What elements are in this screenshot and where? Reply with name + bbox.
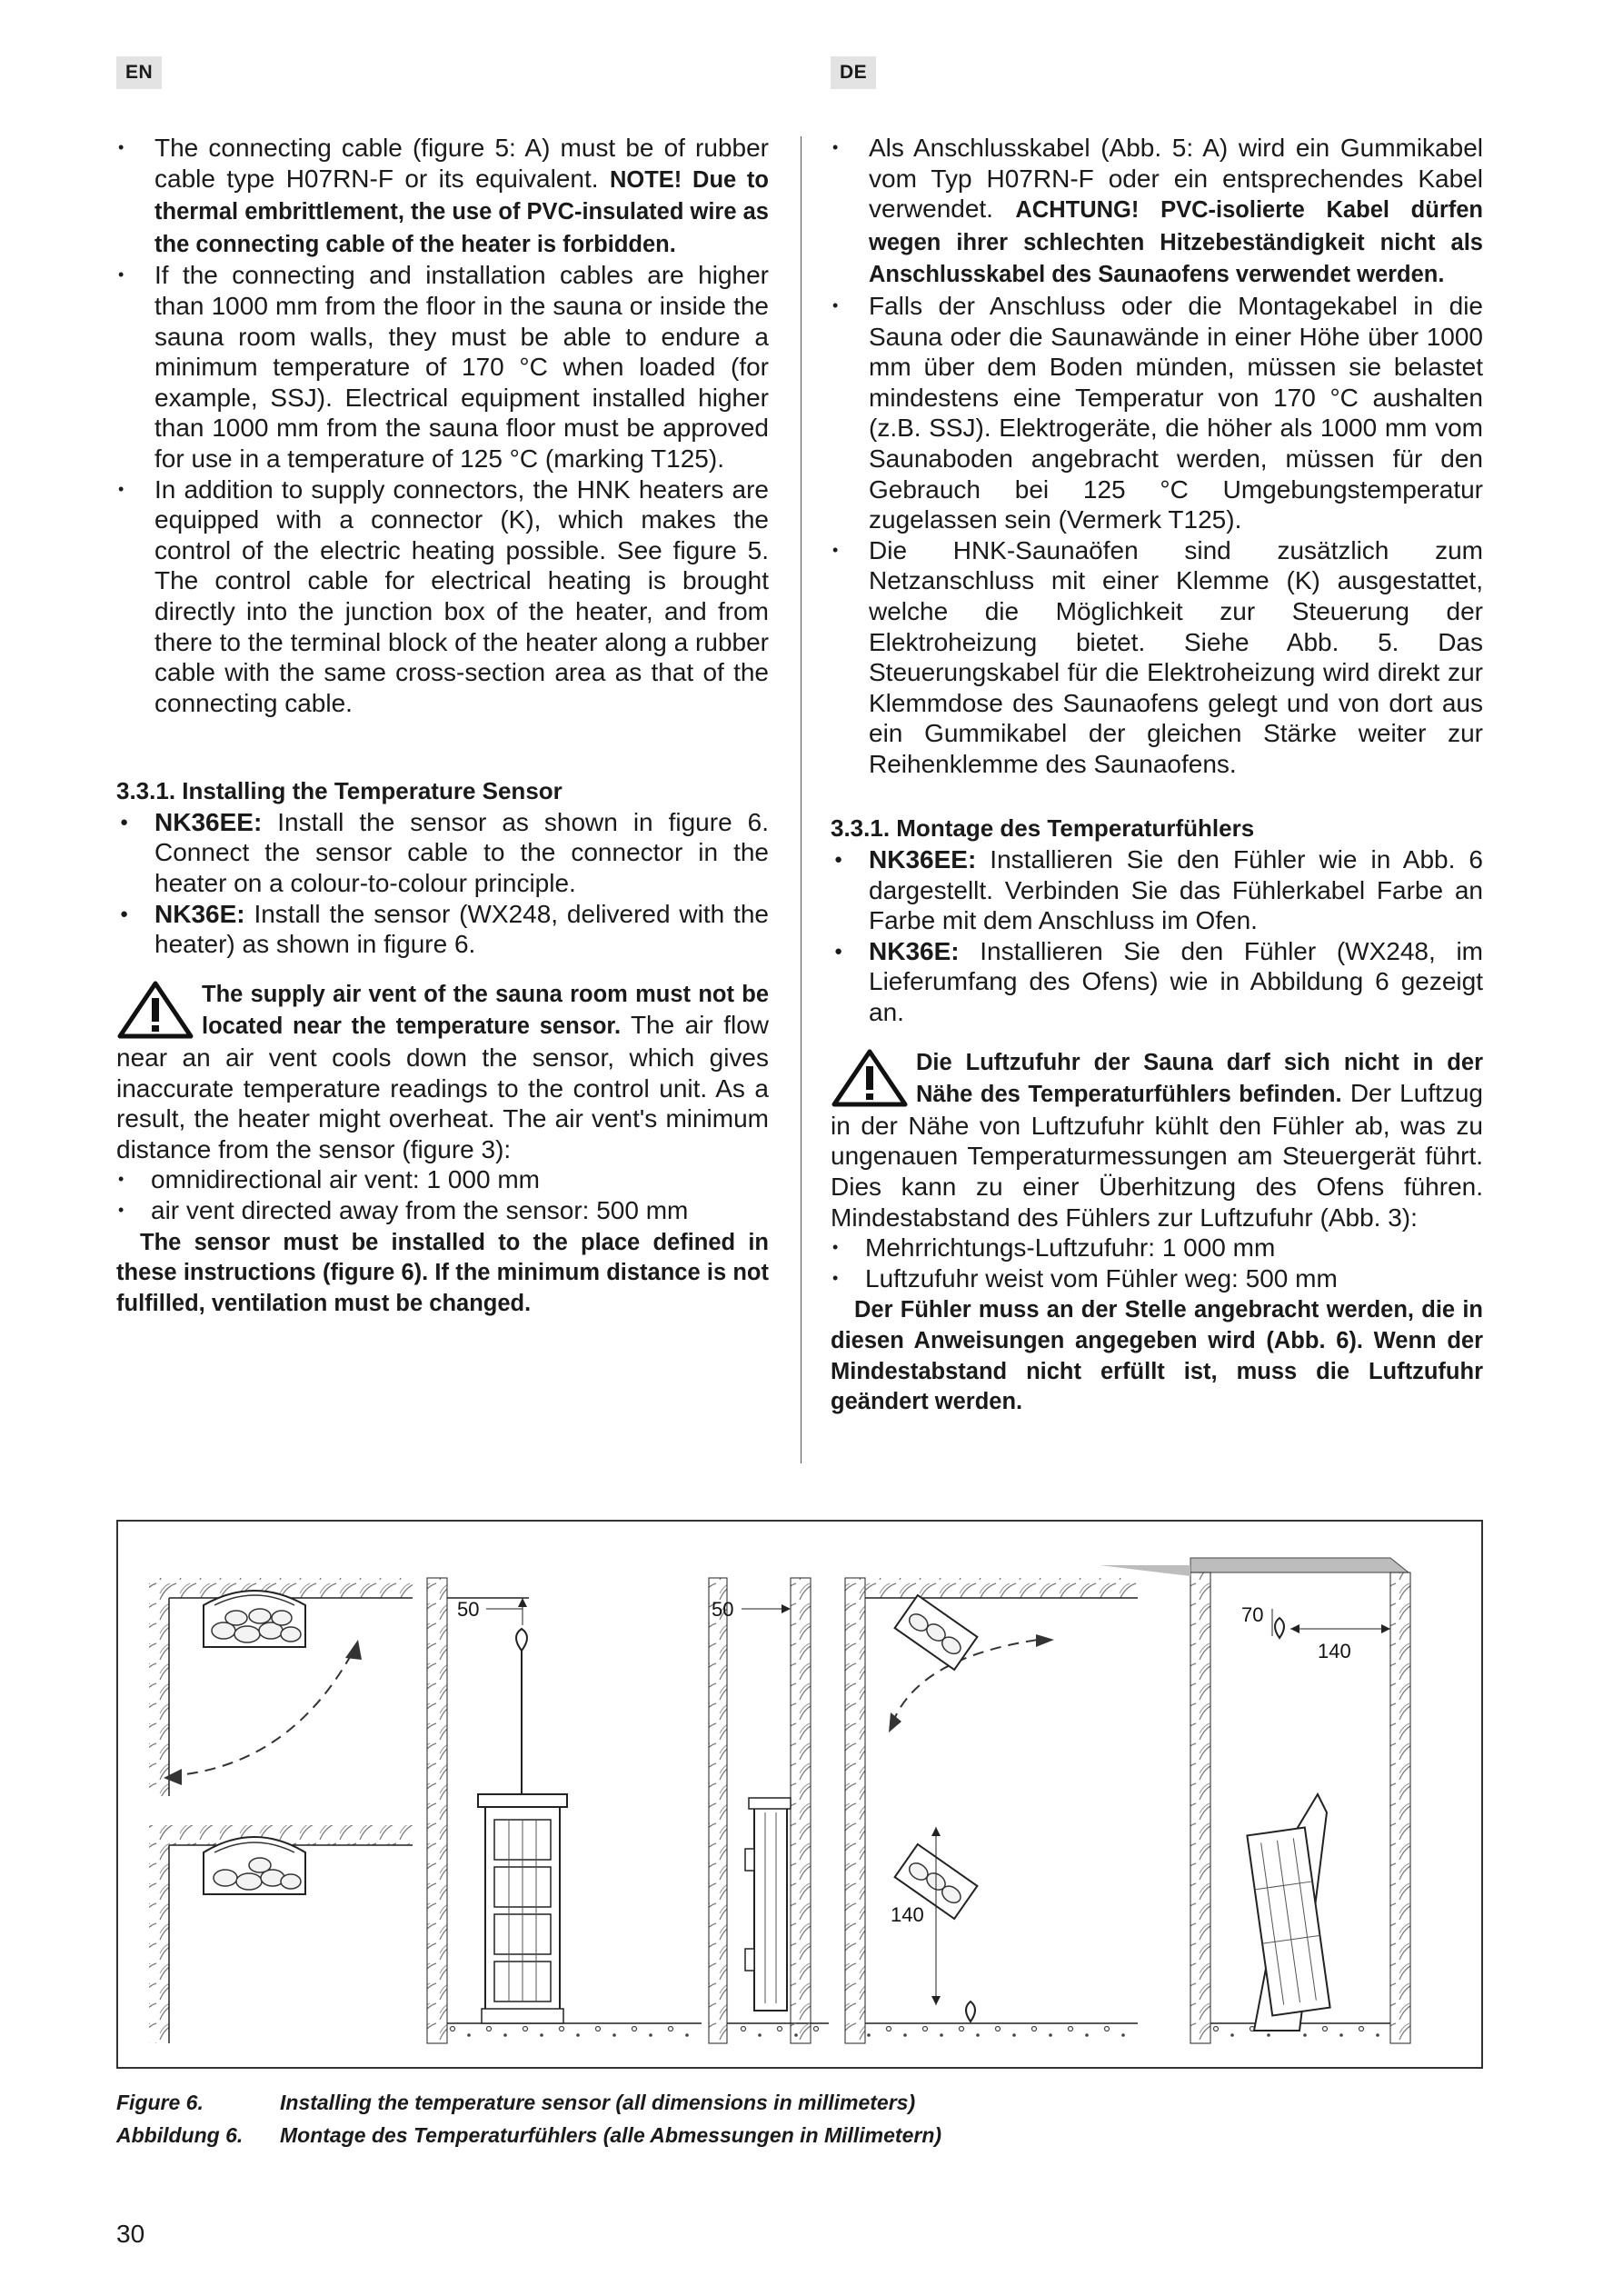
panel-plan-view-2: [149, 1825, 413, 2043]
temperature-sensor-icon: [516, 1629, 527, 1651]
list-item: • Die HNK-Saunaöfen sind zusätzlich zum Netzanschluss mit einer Klemme (K) ausgestattet, welche die Möglichkeit zur Steuerung der Elektroheizung bietet. Siehe Abb. 5. Das Steuerungskabel für die Elektroheizung wird direkt zur Klemmdose des Saunaofens gelegt und von dort aus ein Gummikabel der gleichen Stärke weiter zur Reihenklemme des Saunaofens.: [831, 535, 1483, 780]
de-distance-list: [831, 1233, 1483, 1293]
dimension-140-a: 140: [1318, 1640, 1351, 1662]
de-final-note: Der Fühler muss an der Stelle angebracht werden, die in diesen Anweisungen angegeben wird (Abb. 6). Wenn der Mindestabstand nicht erfüllt ist, muss die Luftzufuhr geändert werden.: [831, 1297, 1483, 1415]
language-tag-de: DE: [831, 56, 876, 89]
english-column: [116, 133, 769, 1319]
de-sensor-list: [831, 844, 1483, 1028]
en-final-note: The sensor must be installed to the place defined in these instructions (figure 6). If the minimum distance is not fulfilled, ventilation must be changed.: [116, 1229, 769, 1316]
list-item: • air vent directed away from the sensor: 500 mm: [116, 1195, 769, 1226]
en-cable-bullets: [116, 133, 769, 718]
list-item: ● NK36EE: Installieren Sie den Fühler wie in Abb. 6 dargestellt. Verbinden Sie das Fühlerkabel Farbe an Farbe mit dem Anschluss im Ofen.: [831, 844, 1483, 936]
en-section-title: 3.3.1. Installing the Temperature Sensor: [116, 777, 563, 805]
list-item: • The connecting cable (figure 5: A) must be of rubber cable type H07RN-F or its equivalent. NOTE! Due to thermal embrittlement, the use of PVC-insulated wire as the connecting cable of the heater is forbidden.: [116, 133, 769, 260]
temperature-sensor-icon: [966, 2002, 975, 2021]
column-divider: [801, 136, 802, 1463]
warning-icon: [116, 980, 194, 1040]
en-warning-bold: The supply air vent of the sauna room must not be located near the temperature sensor.: [202, 981, 769, 1040]
panel-side-view: [709, 1578, 829, 2043]
warning-icon: [831, 1048, 909, 1108]
panel-front-view: [427, 1578, 702, 2043]
dimension-50-b: 50: [712, 1598, 734, 1621]
list-item: ● NK36E: Install the sensor (WX248, delivered with the heater) as shown in figure 6.: [116, 899, 769, 960]
panel-corner-view: [1190, 1558, 1410, 2043]
list-item: ● NK36EE: Install the sensor as shown in figure 6. Connect the sensor cable to the connector in the heater on a colour-to-colour principle.: [116, 807, 769, 899]
list-item: • Als Anschlusskabel (Abb. 5: A) wird ein Gummikabel vom Typ H07RN-F oder ein entsprechendes Kabel verwendet. ACHTUNG! PVC-isolierte Kabel dürfen wegen ihrer schlechten Hitzebeständigkeit nicht als Anschlusskabel des Saunaofens verwendet werden.: [831, 133, 1483, 291]
de-warning: Die Luftzufuhr der Sauna darf sich nicht in der Nähe des Temperaturfühlers befinden. Der Luftzug in der Nähe von Luftzufuhr kühlt den Fühler ab, was zu ungenauen Temperaturmessungen am Steuergerät führt. Dies kann zu einer Überhitzung des Ofens führen. Mindestabstand des Fühlers zur Luftzufuhr (Abb. 3):: [831, 1049, 1484, 1232]
language-tag-en: EN: [116, 56, 162, 89]
list-item: ● NK36E: Installieren Sie den Fühler (WX248, im Lieferumfang des Ofens) wie in Abbildung 6 gezeigt an.: [831, 936, 1483, 1028]
en-warning: The supply air vent of the sauna room must not be located near the temperature sensor. The air flow near an air vent cools down the sensor, which gives inaccurate temperature readings to the control unit. As a result, the heater might overheat. The air vent's minimum distance from the sensor (figure 3):: [116, 981, 769, 1163]
dimension-50-a: 50: [457, 1598, 480, 1621]
caption-de: Abbildung 6. Montage des Temperaturfühlers (alle Abmessungen in Millimetern): [116, 2123, 942, 2147]
figure-6: [116, 1520, 1483, 2069]
dimension-70: 70: [1241, 1603, 1264, 1626]
german-column: [831, 133, 1483, 1418]
list-item: • If the connecting and installation cables are higher than 1000 mm from the floor in the sauna or inside the sauna room walls, they must be able to endure a minimum temperature of 170 °C when loaded (for example, SSJ). Electrical equipment installed higher than 1000 mm from the sauna floor must be approved for use in a temperature of 125 °C (marking T125).: [116, 260, 769, 474]
heater-side-view: [745, 1798, 791, 2011]
dimension-140-b: 140: [891, 1903, 924, 1926]
de-cable-bullets: [831, 133, 1483, 779]
de-section-title: 3.3.1. Montage des Temperaturfühlers: [831, 814, 1255, 843]
heater-top-view: [204, 1591, 305, 1647]
sensor-installation-diagram: [118, 1522, 1481, 2067]
list-item: • Mehrrichtungs-Luftzufuhr: 1 000 mm: [831, 1233, 1483, 1263]
panel-plan-view-1: [149, 1578, 413, 1796]
heater-front-view: [478, 1794, 567, 2023]
list-item: • omnidirectional air vent: 1 000 mm: [116, 1164, 769, 1195]
page-number: 30: [116, 2220, 145, 2248]
list-item: • In addition to supply connectors, the HNK heaters are equipped with a connector (K), which makes the control of the electric heating possible. See figure 5. The control cable for electrical heating is brought directly into the junction box of the heater, and from there to the terminal block of the heater along a rubber cable with the same cross-section area as that of the connecting cable.: [116, 474, 769, 719]
en-sensor-list: [116, 807, 769, 960]
temperature-sensor-icon: [1275, 1618, 1284, 1638]
list-item: • Luftzufuhr weist vom Fühler weg: 500 mm: [831, 1263, 1483, 1294]
en-distance-list: [116, 1164, 769, 1225]
list-item: • Falls der Anschluss oder die Montagekabel in die Sauna oder die Saunawände in einer Höhe über 1000 mm über dem Boden münden, müssen sie belastet mindestens eine Temperatur von 170 °C aushalten (z.B. SSJ). Elektrogeräte, die höher als 1000 mm vom Saunaboden angebracht werden, müssen für den Gebrauch bei 125 °C Umgebungstemperatur zugelassen sein (Vermerk T125).: [831, 291, 1483, 535]
caption-en: Figure 6. Installing the temperature sensor (all dimensions in millimeters): [116, 2091, 916, 2114]
de-warning-bold: Die Luftzufuhr der Sauna darf sich nicht in der Nähe des Temperaturfühlers befinden.: [916, 1049, 1483, 1108]
